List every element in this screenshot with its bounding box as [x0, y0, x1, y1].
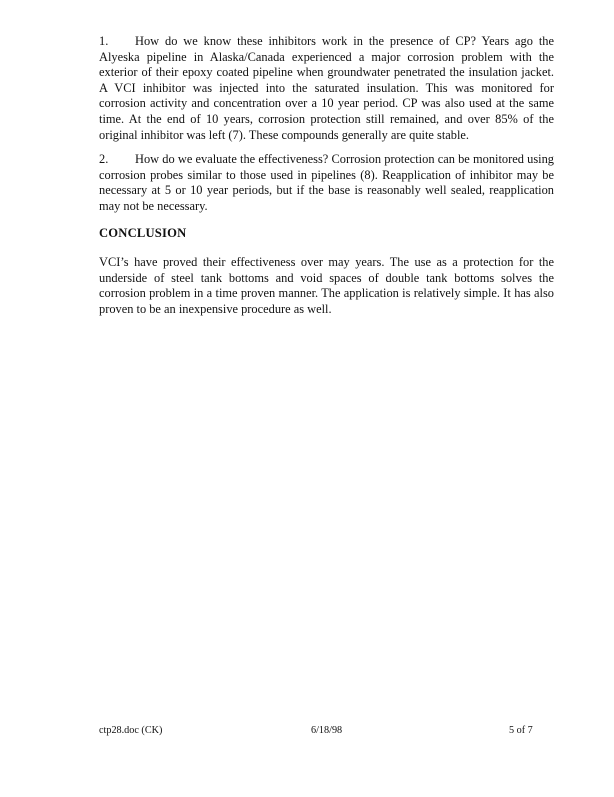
item-text-2: How do we evaluate the effectiveness? Corrosion protection can be monitored using corrosion probes similar to those used in pipelines (8). Reapplication of inhibitor may be necessary at 5 or 10 year periods, but if the base is reasonably well sealed, reapplication may not be necessary.	[99, 152, 554, 213]
footer-page-number: 5 of 7	[509, 725, 533, 736]
numbered-paragraph-1	[99, 34, 554, 143]
footer-date: 6/18/98	[311, 725, 343, 736]
conclusion-paragraph: VCI’s have proved their effectiveness over may years. The use as a protection for the underside of steel tank bottoms and void spaces of double tank bottoms solves the corrosion problem in a time proven manner. The application is relatively simple. It has also proven to be an inexpensive procedure as well.	[99, 255, 554, 316]
numbered-paragraph-2	[99, 152, 554, 214]
item-number-2: 2.	[99, 152, 109, 166]
item-text-1: How do we know these inhibitors work in the presence of CP? Years ago the Alyeska pipeline in Alaska/Canada experienced a major corrosion problem with the exterior of their epoxy coated pipeline when groundwater penetrated the insulation jacket. A VCI inhibitor was injected into the saturated insulation. This was monitored for corrosion activity and concentration over a 10 year period. CP was also used at the same time. At the end of 10 years, corrosion protection still remained, and over 85% of the original inhibitor was left (7). These compounds generally are quite stable.	[99, 34, 554, 142]
conclusion-heading: CONCLUSION	[99, 226, 187, 240]
footer-filename: ctp28.doc (CK)	[99, 725, 163, 736]
item-number-1: 1.	[99, 34, 109, 48]
